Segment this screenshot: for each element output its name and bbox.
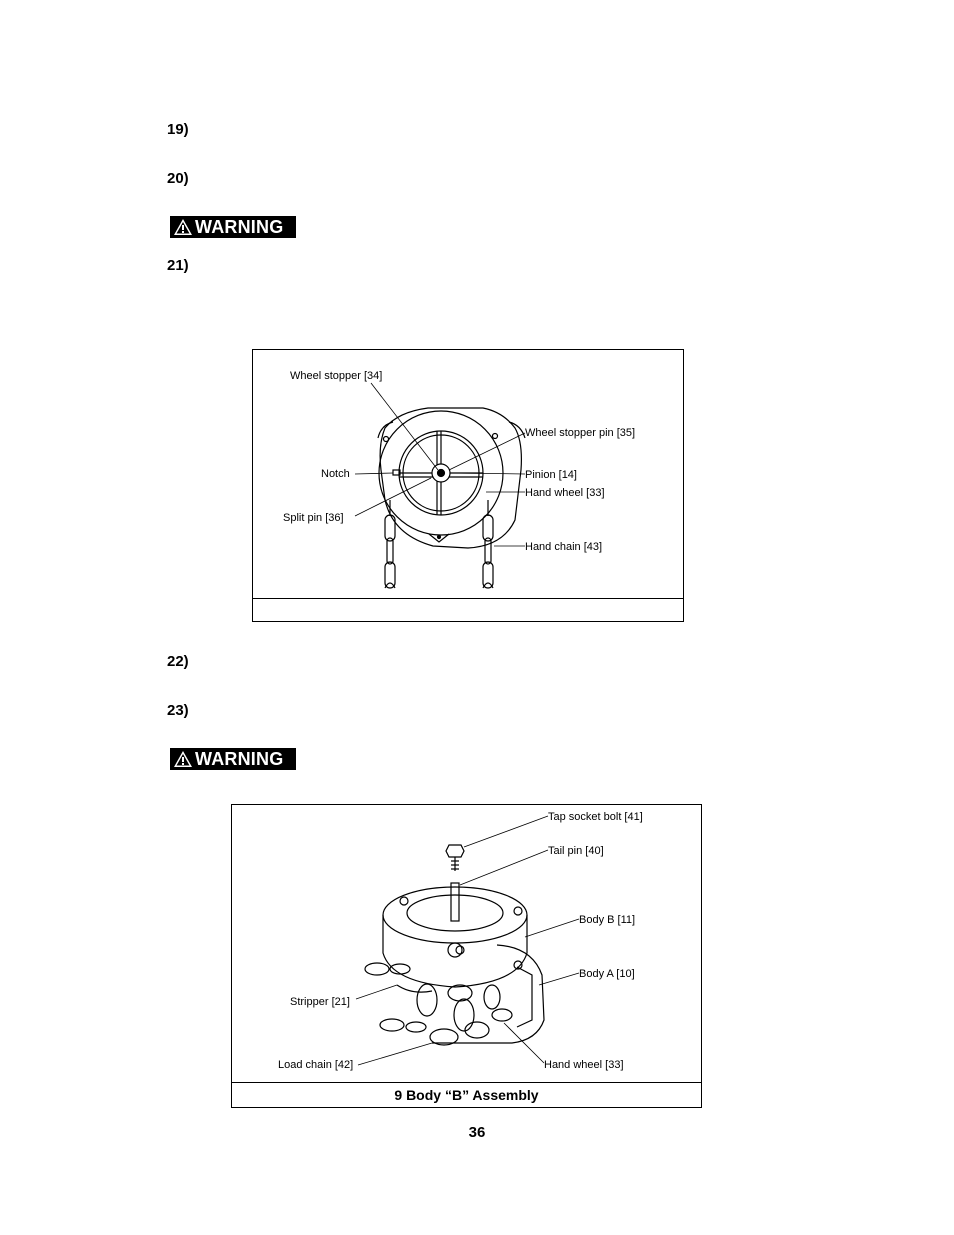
warning-banner (170, 216, 296, 238)
figure-caption: 9 Body “B” Assembly (232, 1082, 701, 1107)
label-split-pin: Split pin [36] (283, 512, 344, 524)
step-number-22: 22) (167, 653, 189, 670)
step-number-19: 19) (167, 121, 189, 138)
body-b-assembly-diagram (232, 805, 703, 1085)
label-wheel-stopper: Wheel stopper [34] (290, 370, 383, 382)
figure-caption (253, 598, 683, 621)
label-load-chain: Load chain [42] (278, 1059, 354, 1071)
label-hand-wheel: Hand wheel [33] (544, 1059, 624, 1071)
label-hand-wheel: Hand wheel [33] (525, 487, 605, 499)
page-number: 36 (468, 1124, 486, 1141)
hand-wheel-figure (252, 349, 684, 622)
label-hand-chain: Hand chain [43] (525, 541, 603, 553)
warning-label: WARNING (195, 216, 284, 237)
label-tap-socket-bolt: Tap socket bolt [41] (548, 811, 643, 823)
step-number-23: 23) (167, 702, 189, 719)
hand-wheel-diagram (253, 350, 685, 600)
label-stripper: Stripper [21] (290, 996, 350, 1008)
warning-label: WARNING (195, 748, 284, 769)
warning-triangle-icon (173, 218, 193, 236)
label-wheel-stopper-pin: Wheel stopper pin [35] (525, 427, 636, 439)
label-pinion: Pinion [14] (525, 469, 577, 481)
label-tail-pin: Tail pin [40] (548, 845, 604, 857)
warning-banner (170, 748, 296, 770)
label-body-a: Body A [10] (579, 968, 635, 980)
body-b-assembly-figure (231, 804, 702, 1108)
step-number-21: 21) (167, 257, 189, 274)
step-number-20: 20) (167, 170, 189, 187)
warning-triangle-icon (173, 750, 193, 768)
label-body-b: Body B [11] (579, 914, 636, 926)
label-notch: Notch (321, 468, 350, 480)
